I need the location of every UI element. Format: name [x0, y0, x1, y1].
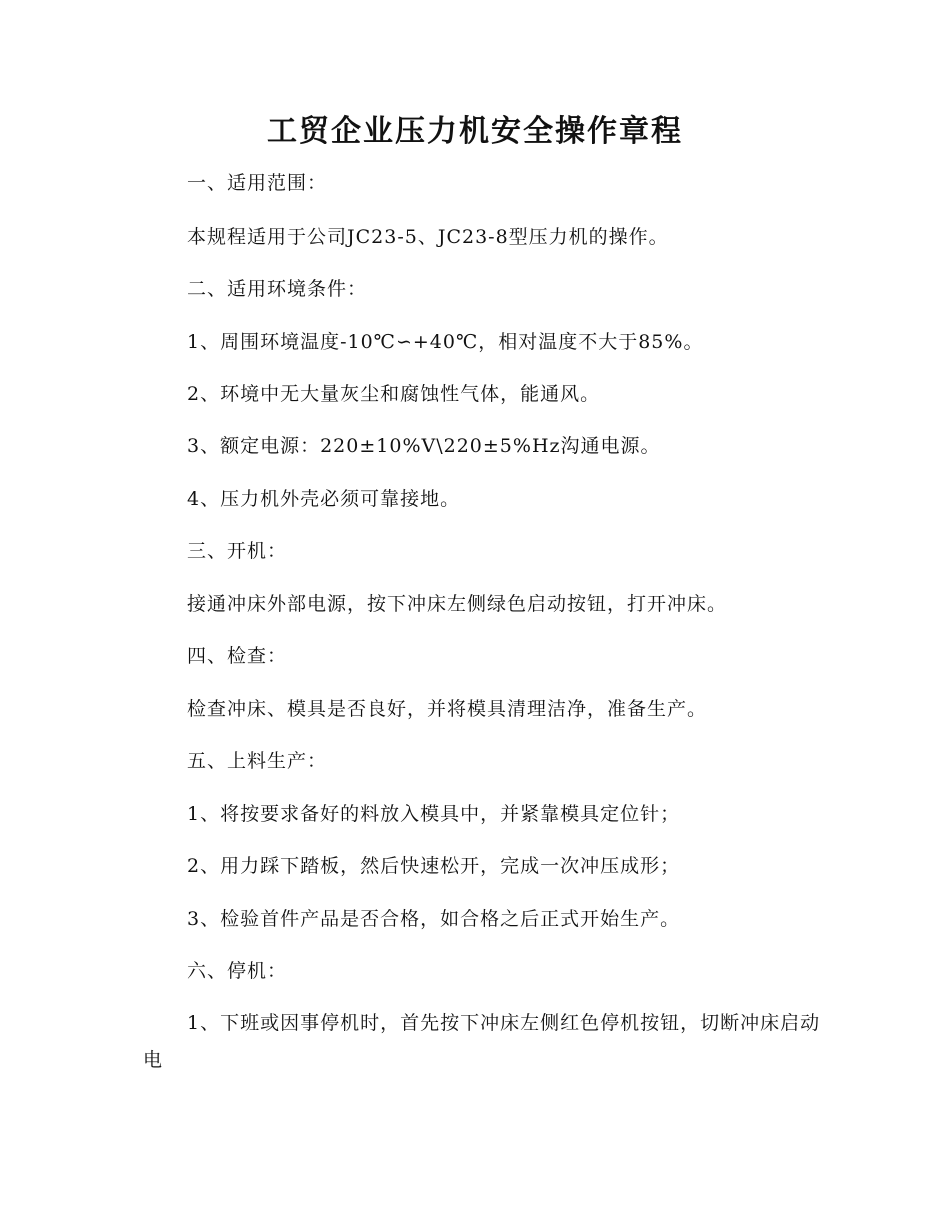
section-heading-environment: 二、适用环境条件：	[187, 278, 368, 300]
section-heading-startup: 三、开机：	[187, 540, 288, 562]
paragraph-production-3: 3、检验首件产品是否合格，如合格之后正式开始生产。	[187, 908, 681, 930]
paragraph-inspection: 检查冲床、模具是否良好，并将模具清理洁净，准备生产。	[187, 698, 708, 720]
document-title: 工贸企业压力机安全操作章程	[267, 114, 683, 149]
section-heading-scope: 一、适用范围：	[187, 172, 328, 194]
paragraph-startup: 接通冲床外部电源，按下冲床左侧绿色启动按钮，打开冲床。	[187, 593, 728, 615]
paragraph-production-1: 1、将按要求备好的料放入模具中，并紧靠模具定位针；	[187, 803, 681, 825]
paragraph-env-4: 4、压力机外壳必须可靠接地。	[187, 488, 461, 510]
paragraph-production-2: 2、用力踩下踏板，然后快速松开，完成一次冲压成形；	[187, 855, 681, 877]
paragraph-env-2: 2、环境中无大量灰尘和腐蚀性气体，能通风。	[187, 383, 601, 405]
section-heading-shutdown: 六、停机：	[187, 960, 288, 982]
paragraph-env-3: 3、额定电源：220±10%V\220±5%Hz沟通电源。	[187, 435, 661, 457]
paragraph-scope: 本规程适用于公司JC23-5、JC23-8型压力机的操作。	[187, 226, 669, 248]
section-heading-production: 五、上料生产：	[187, 750, 328, 772]
paragraph-env-1: 1、周围环境温度-10℃∽+40℃，相对温度不大于85%。	[187, 331, 704, 353]
paragraph-shutdown-1: 1、下班或因事停机时，首先按下冲床左侧红色停机按钮，切断冲床启动电	[143, 1012, 821, 1071]
section-heading-inspection: 四、检查：	[187, 645, 288, 667]
